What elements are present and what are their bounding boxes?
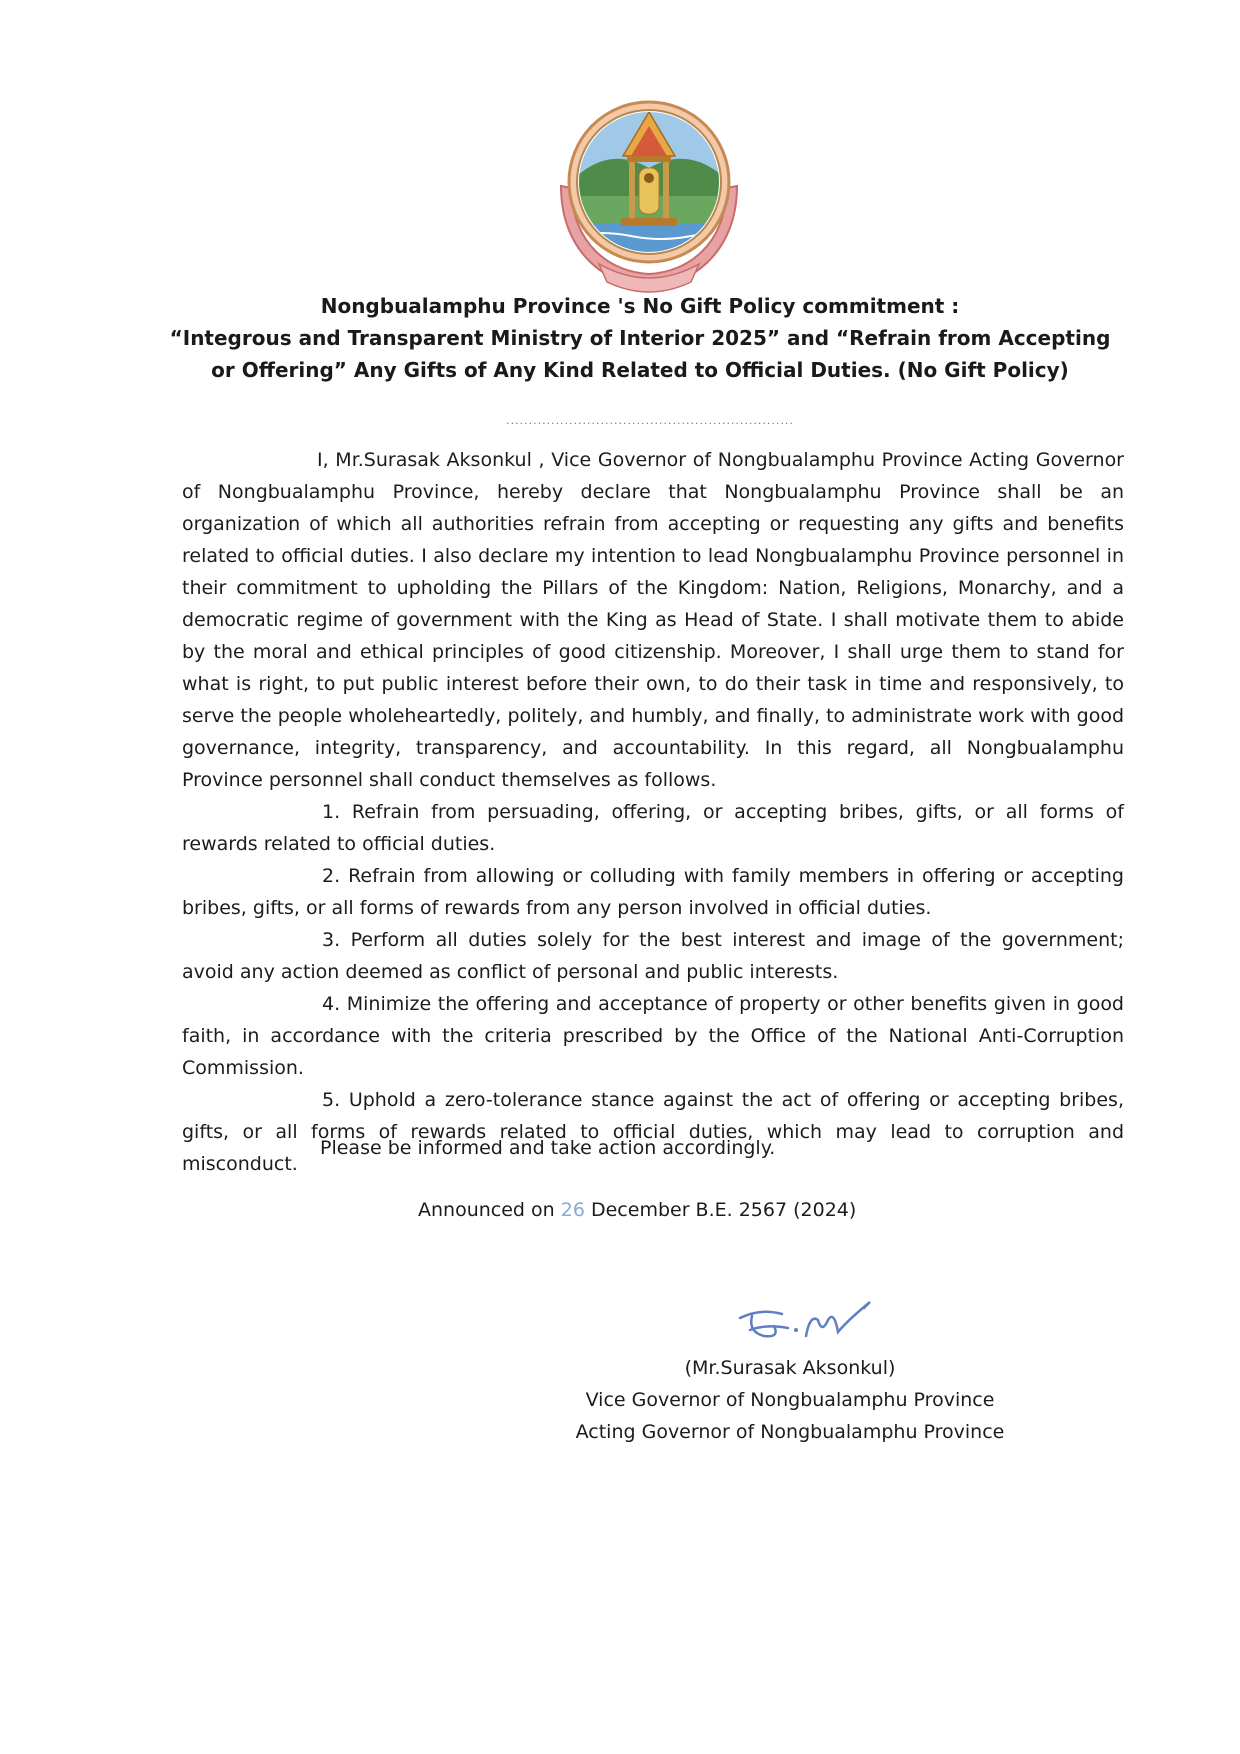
announced-prefix: Announced on: [418, 1199, 555, 1221]
list-item-2: 2. Refrain from allowing or colluding with family members in offering or accepting bribes, gifts, or all forms of rewards from any person involved in official duties.: [182, 865, 1124, 919]
title-line-1: Nongbualamphu Province 's No Gift Policy commitment :: [320, 294, 960, 318]
announcement-date: [418, 1194, 856, 1226]
document-title: [160, 290, 1120, 386]
provincial-seal-icon: [541, 96, 757, 296]
title-separator: ................................................................: [506, 414, 794, 427]
announced-suffix: December B.E. 2567 (2024): [590, 1199, 857, 1221]
signature-block: [540, 1352, 1040, 1448]
handwritten-signature: [730, 1290, 880, 1350]
title-line-2: “Integrous and Transparent Ministry of Interior 2025” and “Refrain from Accepting: [169, 326, 1111, 350]
signer-name: (Mr.Surasak Aksonkul): [684, 1357, 896, 1379]
list-item-3: 3. Perform all duties solely for the best interest and image of the government; avoid any action deemed as conflict of personal and public interests.: [182, 929, 1124, 983]
closing-line: Please be informed and take action accordingly.: [320, 1137, 776, 1159]
list-item-5: 5. Uphold a zero-tolerance stance against the act of offering or accepting bribes, gifts, or all forms of rewards related to official duties, which may lead to corruption and misconduct.: [182, 1089, 1124, 1175]
list-item-1: 1. Refrain from persuading, offering, or accepting bribes, gifts, or all forms of rewards related to official duties.: [182, 801, 1124, 855]
title-line-3: or Offering” Any Gifts of Any Kind Related to Official Duties. (No Gift Policy): [211, 358, 1069, 382]
list-item-4: 4. Minimize the offering and acceptance of property or other benefits given in good faith, in accordance with the criteria prescribed by the Office of the National Anti-Corruption Commission.: [182, 993, 1124, 1079]
body-text: [182, 444, 1124, 1180]
intro-paragraph: I, Mr.Surasak Aksonkul , Vice Governor of Nongbualamphu Province Acting Governor of Nongbualamphu Province, hereby declare that Nongbualamphu Province shall be an organization of which all authorities refrain from accepting or requesting any gifts and benefits related to official duties. I also declare my intention to lead Nongbualamphu Province personnel in their commitment to upholding the Pillars of the Kingdom: Nation, Religions, Monarchy, and a democratic regime of government with the King as Head of State. I shall motivate them to abide by the moral and ethical principles of good citizenship. Moreover, I shall urge them to stand for what is right, to put public interest before their own, to do their task in time and responsively, to serve the people wholeheartedly, politely, and humbly, and finally, to administrate work with good governance, integrity, transparency, and accountability. In this regard, all Nongbualamphu Province personnel shall conduct themselves as follows.: [182, 449, 1124, 791]
signer-position-1: Vice Governor of Nongbualamphu Province: [585, 1389, 995, 1411]
announced-day: 26: [560, 1199, 585, 1221]
signer-position-2: Acting Governor of Nongbualamphu Province: [575, 1421, 1005, 1443]
